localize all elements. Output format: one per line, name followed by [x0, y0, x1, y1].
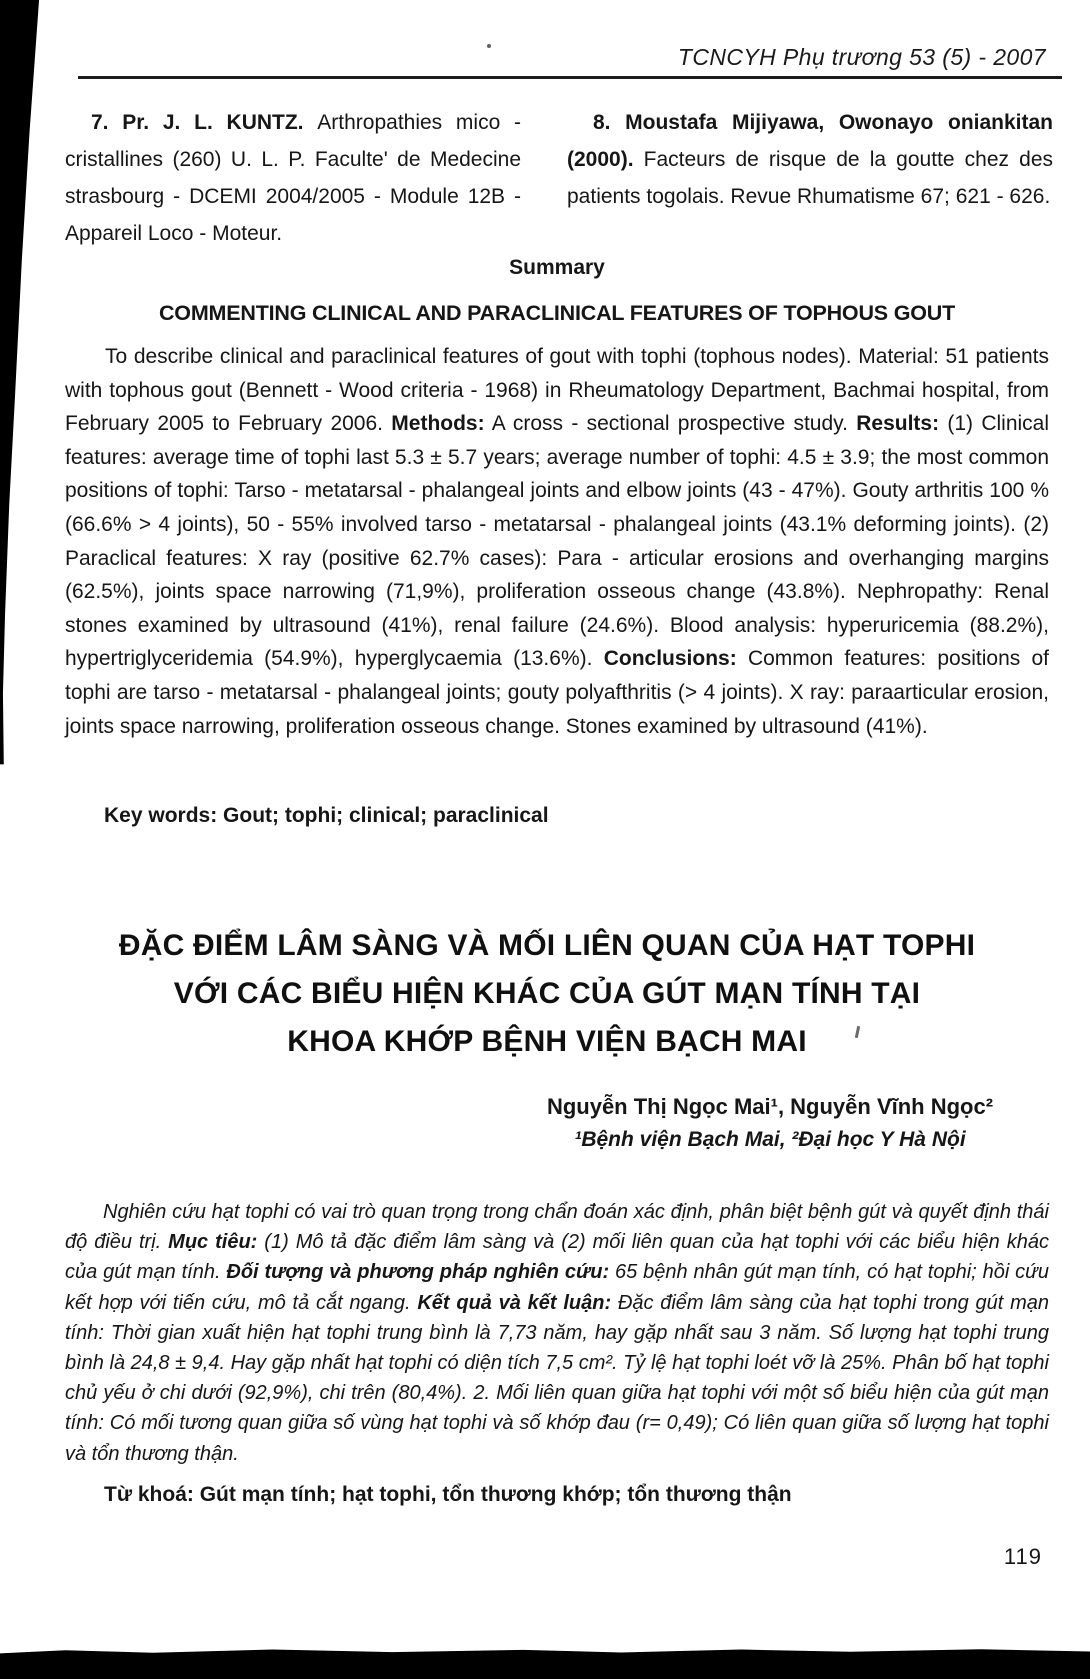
article-title-line-2: VỚI CÁC BIỂU HIỆN KHÁC CỦA GÚT MẠN TÍNH TẠI — [173, 977, 921, 1010]
scan-binding-artifact — [0, 0, 42, 788]
article-keywords: Từ khoá: Gút mạn tính; hạt tophi, tổn thương khớp; tổn thương thận — [104, 1483, 792, 1506]
article-title-line-1: ĐẶC ĐIỂM LÂM SÀNG VÀ MỐI LIÊN QUAN CỦA HẠT TOPHI — [118, 929, 976, 962]
article-affiliation: ¹Bệnh viện Bạch Mai, ²Đại học Y Hà Nội — [574, 1128, 966, 1151]
article-title-line-3: KHOA KHỚP BỆNH VIỆN BẠCH MAI — [287, 1025, 807, 1058]
bottom-scan-bar — [0, 1647, 1090, 1679]
reference-item-7: 7. Pr. J. L. KUNTZ. Arthropathies mico - cristallines (260) U. L. P. Faculte' de Medecine strasbourg - DCEMI 2004/2005 - Module 12B - Appareil Loco - Moteur. — [65, 111, 522, 245]
journal-header: TCNCYH Phụ trương 53 (5) - 2007 — [677, 44, 1046, 70]
summary-heading: Summary — [509, 256, 605, 279]
scan-speck — [487, 44, 491, 48]
page-number: 119 — [1003, 1544, 1042, 1569]
header-rule — [78, 76, 1062, 79]
article-title — [55, 922, 1039, 1066]
summary-keywords: Key words: Gout; tophi; clinical; paraclinical — [104, 804, 549, 827]
reference-list — [65, 104, 1053, 252]
reference-item-8: 8. Moustafa Mijiyawa, Owonayo oniankitan (2000). Facteurs de risque de la goutte chez des patients togolais. Revue Rhumatisme 67; 621 - 626. — [567, 111, 1053, 208]
summary-abstract: To describe clinical and paraclinical features of gout with tophi (tophous nodes). Material: 51 patients with tophous gout (Bennett - Wood criteria - 1968) in Rheumatology Department, Bachmai hospital, from February 2005 to February 2006. Methods: A cross - sectional prospective study. Results: (1) Clinical features: average time of tophi last 5.3 ± 5.7 years; average number of tophi: 4.5 ± 3.9; the most common positions of tophi: Tarso - metatarsal - phalangeal joints and elbow joints (43 - 47%). Gouty arthritis 100 % (66.6% > 4 joints), 50 - 55% involved tarso - metatarsal - phalangeal joints (43.1% deforming joints). (2) Paraclical features: X ray (positive 62.7% cases): Para - articular erosions and overhanging margins (62.5%), joints space narrowing (71,9%), proliferation osseous change (43.8%). Nephropathy: Renal stones examined by ultrasound (41%), renal failure (24.6%). Blood analysis: hyperuricemia (88.2%), hypertriglyceridemia (54.9%), hyperglycaemia (13.6%). Conclusions: Common features: positions of tophi are tarso - metatarsal - phalangeal joints; gouty polyafthritis (> 4 joints). X ray: paraarticular erosion, joints space narrowing, proliferation osseous change. Stones examined by ultrasound (41%). — [65, 345, 1050, 738]
article-authors: Nguyễn Thị Ngọc Mai¹, Nguyễn Vĩnh Ngọc² — [546, 1094, 994, 1119]
article-abstract: Nghiên cứu hạt tophi có vai trò quan trọng trong chẩn đoán xác định, phân biệt bệnh gút và quyết định thái độ điều trị. Mục tiêu: (1) Mô tả đặc điểm lâm sàng và (2) mối liên quan của hạt tophi với các biểu hiện khác của gút mạn tính. Đối tượng và phương pháp nghiên cứu: 65 bệnh nhân gút mạn tính, có hạt tophi; hồi cứu kết hợp với tiến cứu, mô tả cắt ngang. Kết quả và kết luận: Đặc điểm lâm sàng của hạt tophi trong gút mạn tính: Thời gian xuất hiện hạt tophi trung bình là 7,73 năm, hay gặp nhất sau 3 năm. Số lượng hạt tophi trung bình là 24,8 ± 9,4. Hay gặp nhất hạt tophi có diện tích 7,5 cm². Tỷ lệ hạt tophi loét vỡ là 25%. Phân bố hạt tophi chủ yếu ở chi dưới (92,9%), chi trên (80,4%). 2. Mối liên quan giữa hạt tophi với một số biểu hiện của gút mạn tính: Có mối tương quan giữa số vùng hạt tophi và số khớp đau (r= 0,49); Có liên quan giữa số lượng hạt tophi và tổn thương thận. — [65, 1201, 1050, 1465]
summary-title: COMMENTING CLINICAL AND PARACLINICAL FEATURES OF TOPHOUS GOUT — [158, 301, 956, 325]
